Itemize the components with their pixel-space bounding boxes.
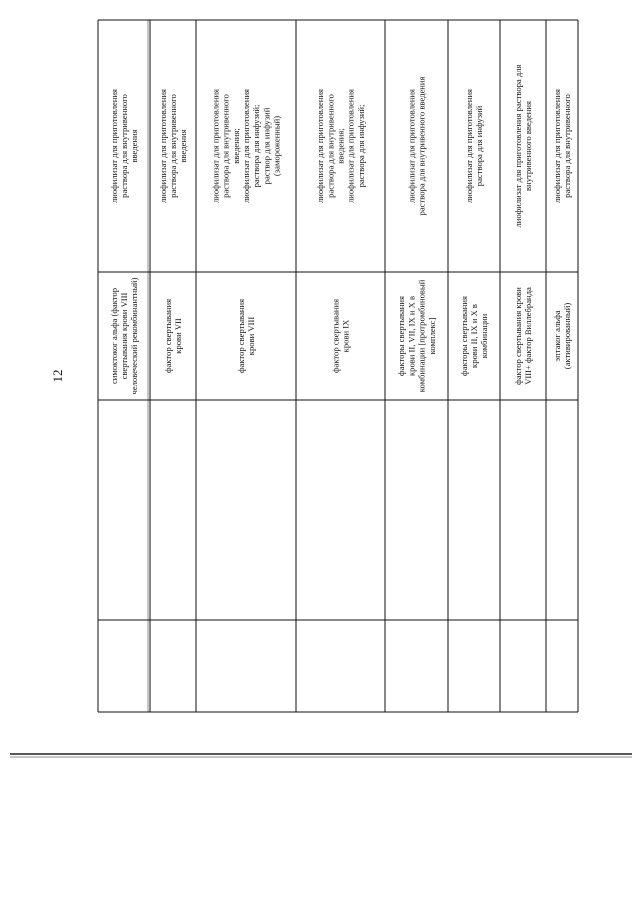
dosage-form-cell: лиофилизат для приготовленияраствора для внутривенноговведения — [108, 88, 140, 204]
substance-cell: факторы свертываниякрови II, IX и X вкомбинации — [458, 296, 490, 376]
page-number: 12 — [50, 369, 65, 383]
dosage-form-cell: лиофилизат для приготовления раствора длявнутривенного введения — [512, 64, 534, 228]
dosage-form-cell: лиофилизат для приготовленияраствора для инфузий — [463, 88, 485, 204]
substance-cell: симоктоког альфа (факторсвертывания крови VIIIчеловеческий рекомбинантный) — [108, 277, 140, 395]
dosage-form-cell: лиофилизат для приготовленияраствора для внутривенноговведения;лиофилизат для приготовленияраствора для инфузий; — [315, 88, 366, 204]
dosage-form-cell: лиофилизат для приготовленияраствора для внутривенного — [551, 88, 573, 204]
dosage-form-cell: лиофилизат для приготовленияраствора для внутривенноговведения;лиофилизат для приготовленияраствора для инфузий;раствор для инфузий(замороженный) — [210, 88, 282, 204]
substance-cell: фактор свертывания кровиVIII+ фактор Виллебранда — [512, 287, 534, 385]
substance-cell: фактор свертываниякрови IX — [330, 298, 351, 374]
dosage-form-cell: лиофилизат для приготовленияраствора для внутривенноговведения — [157, 88, 189, 204]
substance-cell: фактор свертываниякрови VII — [162, 298, 184, 374]
substance-cell: эптаког альфа(активированный) — [551, 302, 573, 370]
dosage-form-cell: лиофилизат для приготовленияраствора для внутривенного введения — [406, 76, 427, 216]
substance-cell: фактор свертываниякрови VIII — [235, 298, 257, 374]
substance-cell: факторы свертываниякрови II, VII, IX и X вкомбинации [протромбиновыйкомплекс] — [396, 279, 437, 393]
